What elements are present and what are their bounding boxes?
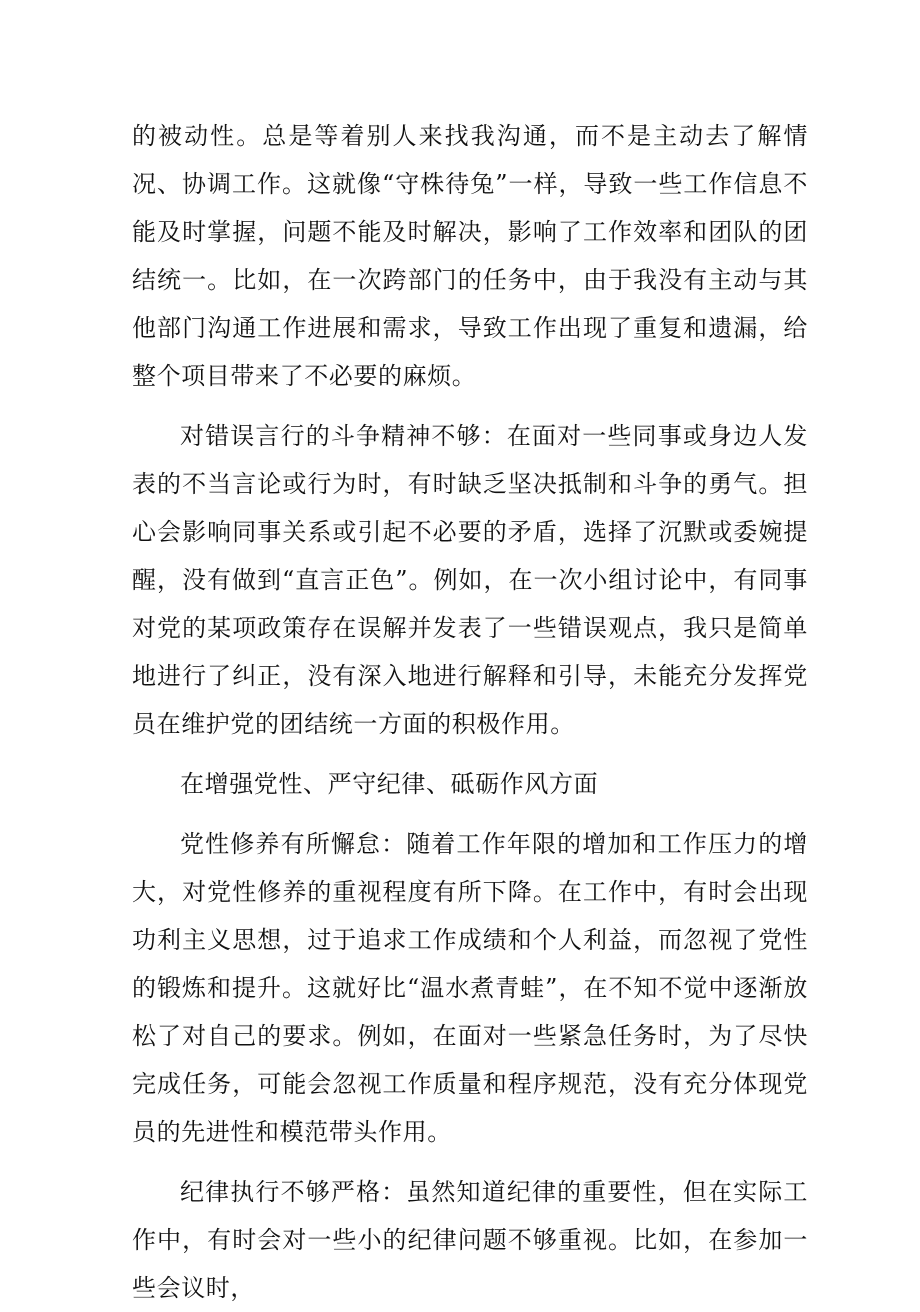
- paragraph-3: 党性修养有所懈怠：随着工作年限的增加和工作压力的增大，对党性修养的重视程度有所下降。在工作中，有时会出现功利主义思想，过于追求工作成绩和个人利益，而忽视了党性的锻炼和提升。这就好比“温水煮青蛙”，在不知不觉中逐渐放松了对自己的要求。例如，在面对一些紧急任务时，为了尽快完成任务，可能会忽视工作质量和程序规范，没有充分体现党员的先进性和模范带头作用。: [132, 830, 808, 1146]
- paragraph-2: 对错误言行的斗争精神不够：在面对一些同事或身边人发表的不当言论或行为时，有时缺乏坚决抵制和斗争的勇气。担心会影响同事关系或引起不必要的矛盾，选择了沉默或委婉提醒，没有做到“直言正色”。例如，在一次小组讨论中，有同事对党的某项政策存在误解并发表了一些错误观点，我只是简单地进行了纠正，没有深入地进行解释和引导，未能充分发挥党员在维护党的团结统一方面的积极作用。: [132, 422, 808, 738]
- paragraph-4: 纪律执行不够严格：虽然知道纪律的重要性，但在实际工作中，有时会对一些小的纪律问题不够重视。比如，在参加一些会议时，: [132, 1178, 808, 1302]
- paragraph-1: 的被动性。总是等着别人来找我沟通，而不是主动去了解情况、协调工作。这就像“守株待兔”一样，导致一些工作信息不能及时掌握，问题不能及时解决，影响了工作效率和团队的团结统一。比如，在一次跨部门的任务中，由于我没有主动与其他部门沟通工作进展和需求，导致工作出现了重复和遗漏，给整个项目带来了不必要的麻烦。: [132, 122, 808, 390]
- section-heading: 在增强党性、严守纪律、砥砺作风方面: [180, 770, 599, 798]
